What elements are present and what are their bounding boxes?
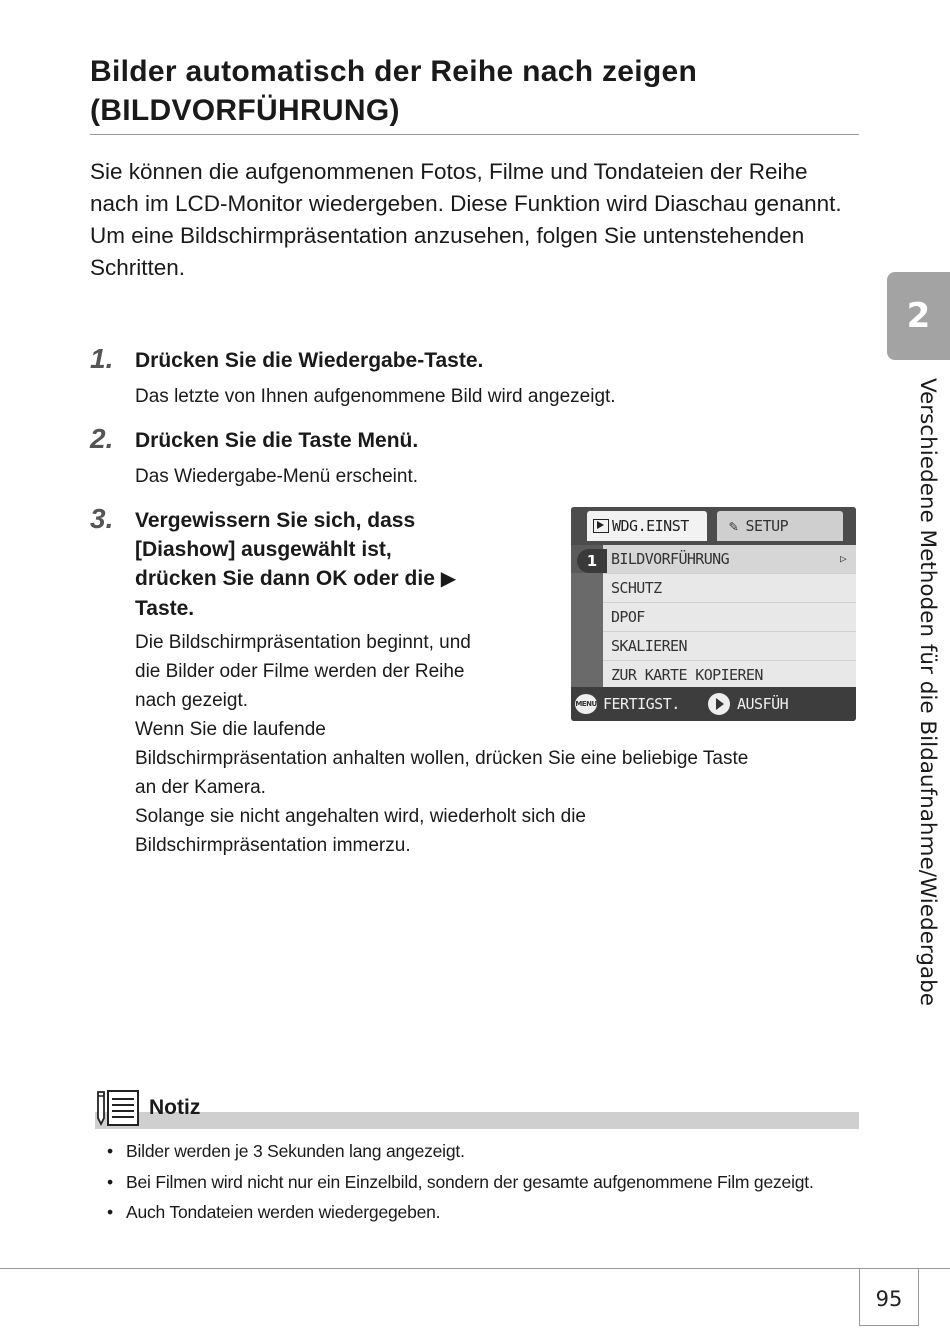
step-3-heading-line: [Diashow] ausgewählt ist,	[135, 538, 392, 561]
lcd-menu-item: DPOF	[603, 603, 856, 632]
step-3-heading-line: Taste.	[135, 597, 195, 620]
step-3-body-line: Wenn Sie die laufende	[135, 719, 326, 740]
right-button-icon	[708, 693, 730, 715]
intro-paragraph-1: Sie können die aufgenommenen Fotos, Filme und Tondateien der Reihe nach im LCD-Monitor wiedergeben. Diese Funktion wird Diaschau genannt.	[90, 159, 842, 216]
step-3-heading-text: drücken Sie dann OK oder die	[135, 567, 435, 590]
footer-divider	[0, 1268, 950, 1269]
note-item: • Bei Filmen wird nicht nur ein Einzelbild, sondern der gesamte aufgenommene Film gezeigt.	[107, 1167, 877, 1198]
note-item: • Auch Tondateien werden wiedergegeben.	[107, 1197, 877, 1228]
lcd-menu-list	[603, 545, 856, 687]
lcd-tab-setup	[717, 511, 843, 541]
step-3-heading-line: Vergewissern Sie sich, dass	[135, 509, 416, 532]
step-3-body-line: an der Kamera.	[135, 777, 266, 798]
lcd-footer-done-label: FERTIGST.	[603, 695, 680, 713]
lcd-tab-playback	[587, 511, 707, 541]
lcd-tab-setup-label: SETUP	[745, 517, 789, 535]
intro-paragraph-2: Um eine Bildschirmpräsentation anzusehen, folgen Sie untenstehenden Schritten.	[90, 223, 805, 280]
page-number: 95	[859, 1269, 919, 1326]
note-pad-icon	[94, 1088, 142, 1128]
intro-text	[90, 156, 850, 284]
playback-icon	[593, 519, 609, 533]
note-item: • Bilder werden je 3 Sekunden lang angezeigt.	[107, 1136, 877, 1167]
menu-button-icon: MENU	[575, 694, 597, 714]
note-list	[107, 1136, 877, 1228]
page-title	[90, 52, 860, 130]
step-3-body-line: die Bilder oder Filme werden der Reihe	[135, 661, 465, 682]
title-divider	[90, 134, 859, 135]
note-label: Notiz	[149, 1096, 201, 1119]
lcd-tab-bar	[571, 507, 856, 545]
lcd-footer	[571, 687, 856, 721]
step-3-body-line: Bildschirmpräsentation anhalten wollen, drücken Sie eine beliebige Taste	[135, 748, 749, 769]
step-2-heading: Drücken Sie die Taste Menü.	[135, 429, 419, 452]
lcd-side-strip	[571, 573, 603, 687]
step-3-number: 3.	[90, 503, 114, 534]
step-1-number: 1.	[90, 343, 114, 374]
step-1-heading: Drücken Sie die Wiedergabe-Taste.	[135, 349, 484, 372]
lcd-menu-item-label: BILDVORFÜHRUNG	[611, 550, 730, 568]
step-2-body: Das Wiedergabe-Menü erscheint.	[135, 466, 419, 487]
chapter-title: Verschiedene Methoden für die Bildaufnahme/Wiedergabe	[915, 378, 940, 1006]
lcd-tab-playback-label: WDG.EINST	[612, 517, 689, 535]
step-3-body-line: Solange sie nicht angehalten wird, wiederholt sich die	[135, 806, 586, 827]
step-3-heading-line	[135, 564, 456, 594]
lcd-menu-item: SCHUTZ	[603, 574, 856, 603]
note-header-bar	[95, 1112, 859, 1129]
step-2-number: 2.	[90, 423, 114, 454]
step-3-heading	[135, 506, 456, 623]
chevron-right-icon: ▷	[839, 552, 846, 565]
lcd-menu-item: SKALIEREN	[603, 632, 856, 661]
step-3-body-line: Bildschirmpräsentation immerzu.	[135, 835, 411, 856]
lcd-menu-item-selected	[603, 545, 856, 574]
step-1-body: Das letzte von Ihnen aufgenommene Bild wird angezeigt.	[135, 386, 616, 407]
step-3-body-line: Die Bildschirmpräsentation beginnt, und	[135, 632, 471, 653]
step-3-body-line: nach gezeigt.	[135, 690, 249, 711]
page-title-line-1: Bilder automatisch der Reihe nach zeigen	[90, 55, 698, 88]
wrench-icon: ✎	[729, 517, 738, 535]
right-arrow-icon: ▶	[440, 568, 457, 590]
camera-lcd-screenshot	[571, 507, 856, 721]
lcd-footer-execute-label: AUSFÜH	[737, 695, 789, 713]
page-title-line-2: (BILDVORFÜHRUNG)	[90, 94, 400, 127]
lcd-menu-item: ZUR KARTE KOPIEREN	[603, 661, 856, 690]
chapter-tab: 2	[887, 272, 950, 360]
lcd-page-badge: 1	[577, 549, 607, 573]
